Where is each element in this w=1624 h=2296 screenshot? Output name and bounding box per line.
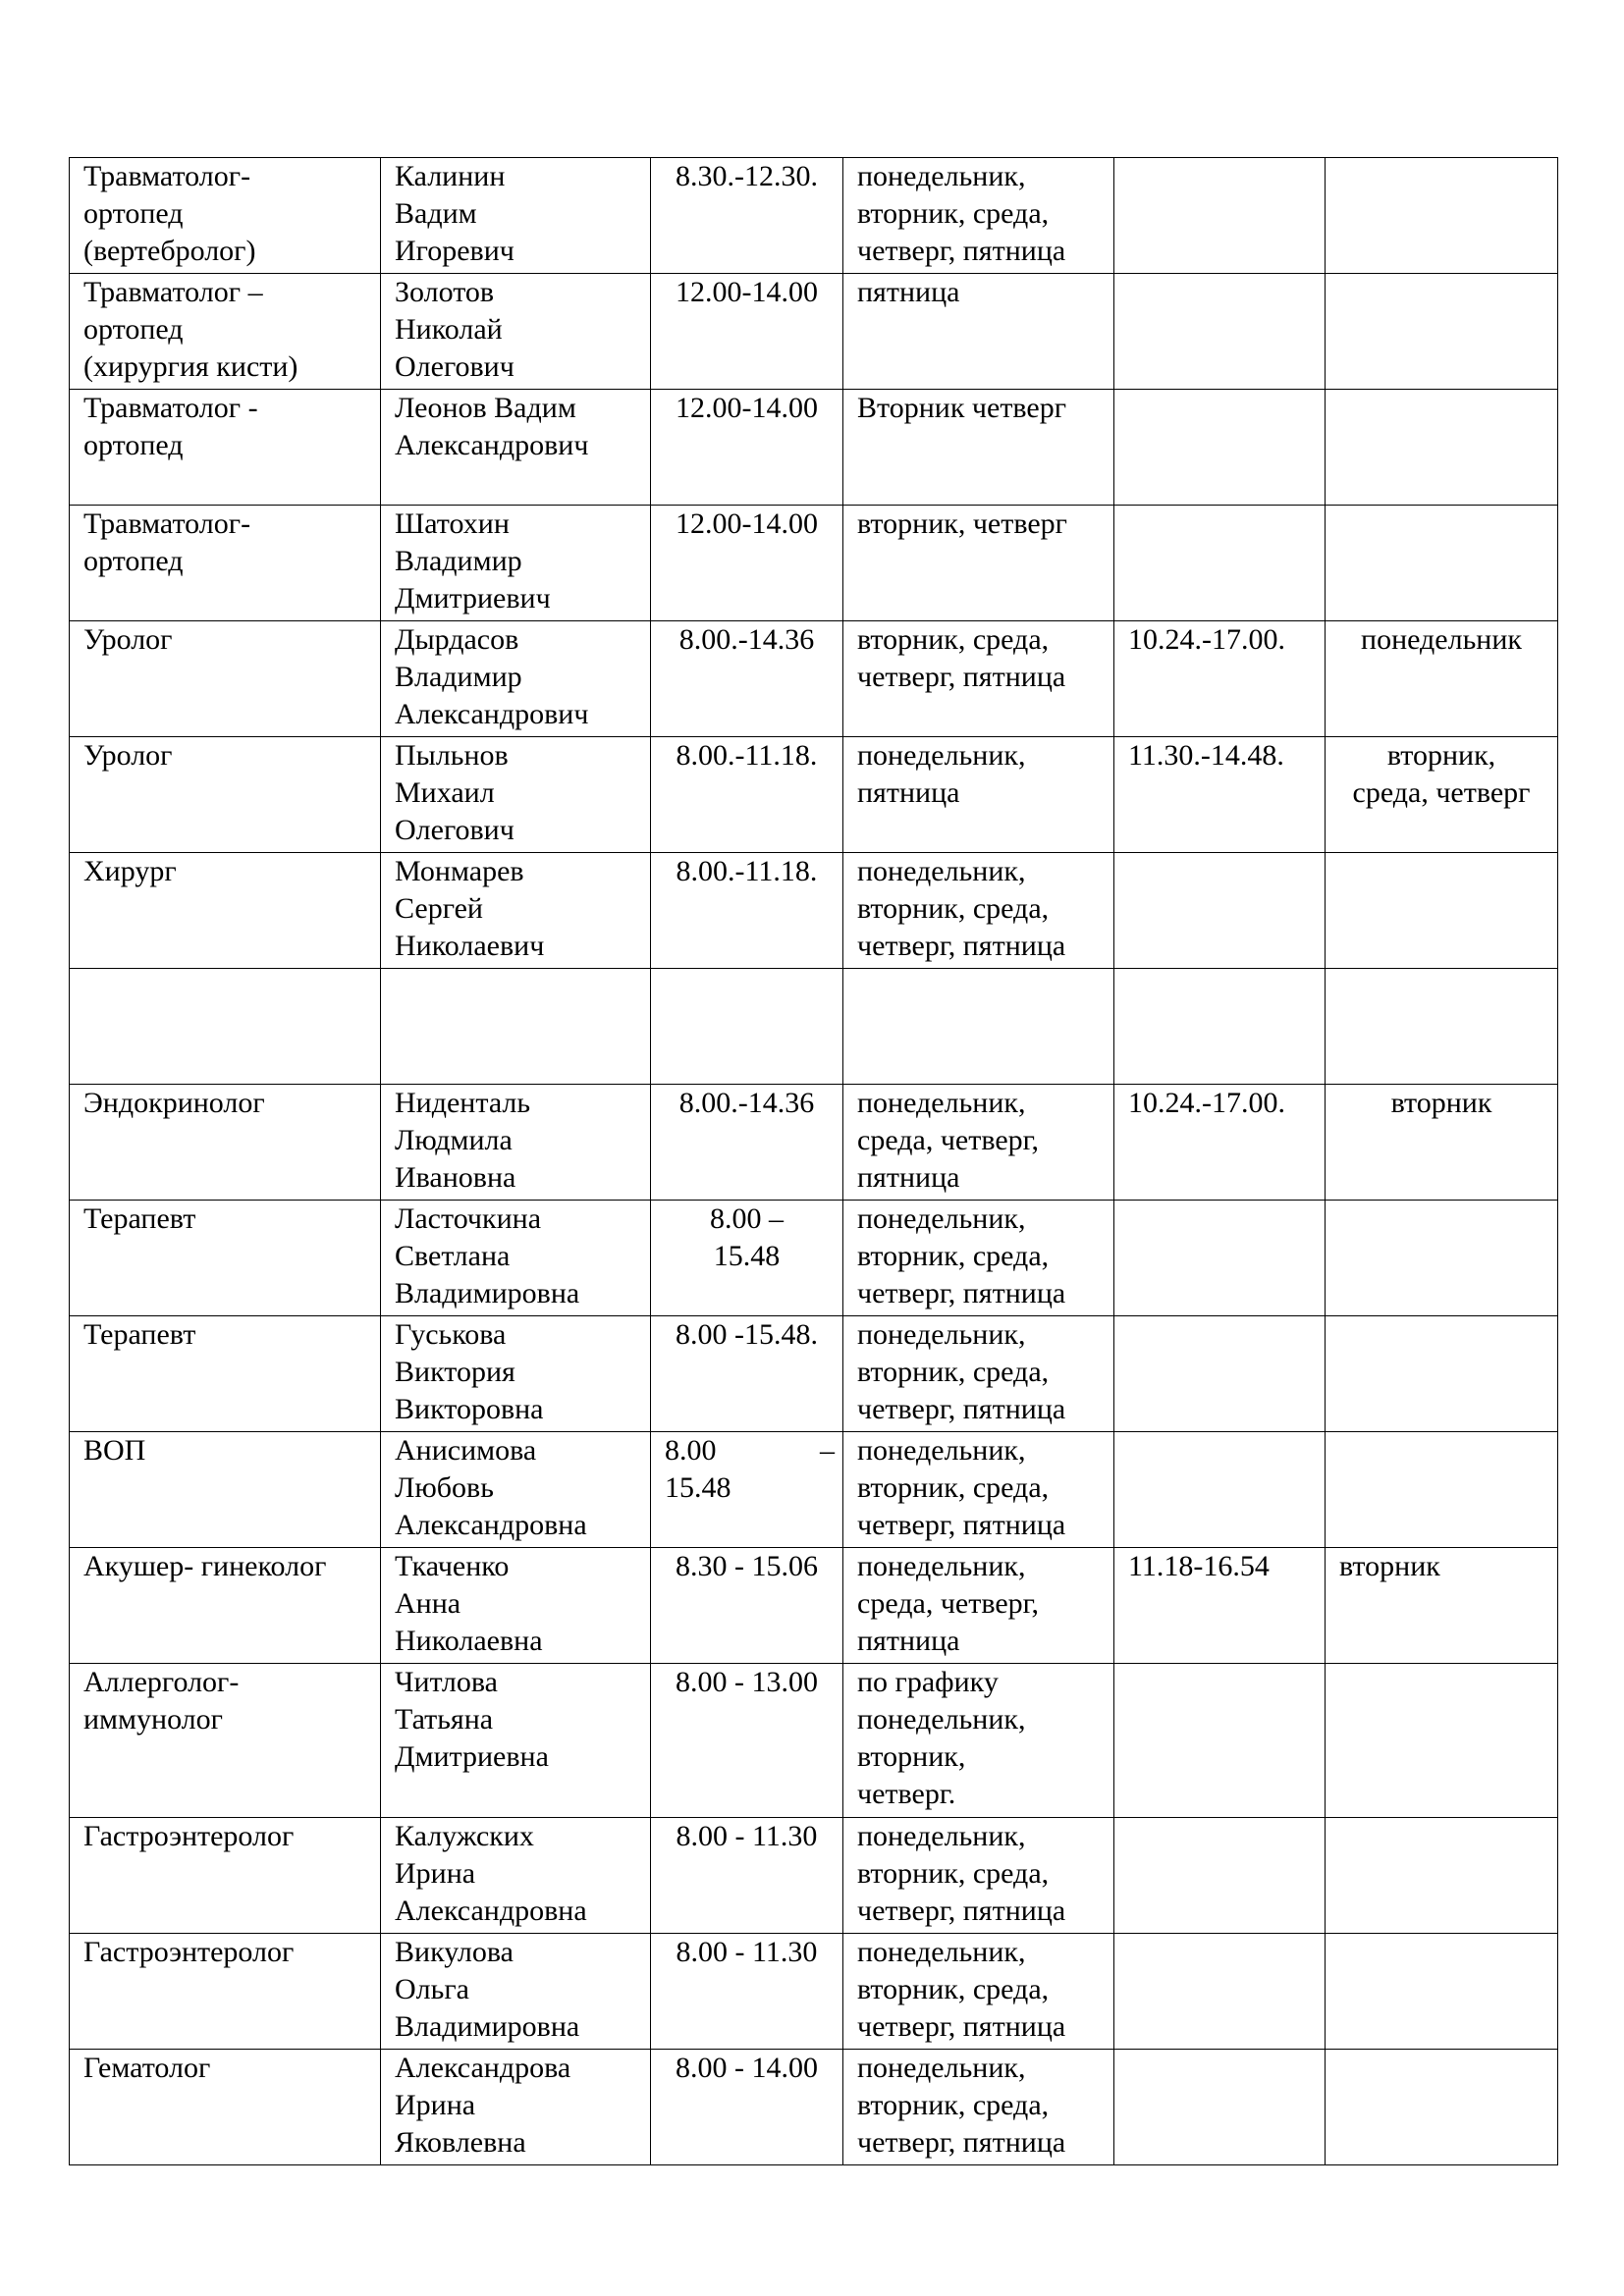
table-row: [70, 390, 1558, 506]
cell-line: 11.18-16.54: [1128, 1550, 1270, 1582]
cell-line: понедельник,: [857, 1936, 1026, 1968]
doctor-cell: [381, 158, 651, 274]
cell-line: Гематолог: [83, 2052, 211, 2084]
time2-cell: [1114, 1085, 1326, 1201]
cell-line: пятница: [857, 776, 960, 809]
table-row: [70, 2050, 1558, 2165]
cell-line: Владимир: [395, 545, 522, 577]
cell-line: вторник, среда,: [857, 2089, 1050, 2121]
cell-line: Травматолог –: [83, 276, 263, 308]
cell-line: ортопед: [83, 197, 184, 230]
cell-line: (хирургия кисти): [83, 350, 298, 383]
time2-cell: [1114, 274, 1326, 390]
time2-cell: [1114, 506, 1326, 621]
cell-line: понедельник,: [857, 1087, 1026, 1119]
cell-line: Травматолог-: [83, 507, 251, 540]
cell-line: понедельник,: [857, 1703, 1026, 1735]
time2-cell: [1114, 1664, 1326, 1818]
time2-cell: [1114, 1201, 1326, 1316]
cell-line: Травматолог-: [83, 160, 251, 192]
table-row: [70, 158, 1558, 274]
cell-line: понедельник,: [857, 1820, 1026, 1852]
cell-line: Людмила: [395, 1124, 513, 1156]
cell-line: вторник,: [857, 1740, 966, 1773]
cell-line: четверг, пятница: [857, 235, 1066, 267]
cell-line: Викулова: [395, 1936, 514, 1968]
cell-line: 10.24.-17.00.: [1128, 1087, 1285, 1119]
doctor-cell: [381, 390, 651, 506]
cell-line: вторник, четверг: [857, 507, 1067, 540]
days2-cell: [1326, 506, 1558, 621]
cell-line: Гуськова: [395, 1318, 507, 1351]
doctor-cell: [381, 1548, 651, 1664]
cell-line: Акушер- гинеколог: [83, 1550, 327, 1582]
time2-cell: [1114, 390, 1326, 506]
cell-line: Вторник четверг: [857, 392, 1067, 424]
days2-cell: [1326, 1316, 1558, 1432]
time-cell: [651, 1085, 843, 1201]
doctor-cell: [381, 1818, 651, 1934]
time2-cell: [1114, 969, 1326, 1085]
days2-cell: [1326, 274, 1558, 390]
table-row: [70, 1818, 1558, 1934]
specialty-cell: [70, 853, 381, 969]
table-row: [70, 274, 1558, 390]
cell-line: четверг, пятница: [857, 2010, 1066, 2043]
cell-line: Ниденталь: [395, 1087, 531, 1119]
cell-line: Александрова: [395, 2052, 571, 2084]
time2-cell: [1114, 621, 1326, 737]
cell-line: вторник, среда,: [857, 1240, 1050, 1272]
cell-line: 8.00.-11.18.: [676, 855, 818, 887]
time-cell: [651, 737, 843, 853]
days-cell: [843, 506, 1114, 621]
time-cell: [651, 1664, 843, 1818]
table-row: [70, 1934, 1558, 2050]
days2-cell: [1326, 158, 1558, 274]
cell-line: по графику: [857, 1666, 999, 1698]
cell-line: Хирург: [83, 855, 177, 887]
cell-line: Пыльнов: [395, 739, 509, 772]
cell-line: Николаевич: [395, 930, 545, 962]
specialty-cell: [70, 1934, 381, 2050]
table-row: [70, 853, 1558, 969]
time2-cell: [1114, 1934, 1326, 2050]
days-cell: [843, 853, 1114, 969]
days-cell: [843, 1934, 1114, 2050]
cell-line: пятница: [857, 276, 960, 308]
cell-line: понедельник,: [857, 1434, 1026, 1467]
specialty-cell: [70, 1818, 381, 1934]
table-row: [70, 1085, 1558, 1201]
cell-line: 12.00-14.00: [676, 392, 818, 424]
time2-cell: [1114, 853, 1326, 969]
cell-line: четверг, пятница: [857, 1509, 1066, 1541]
time2-cell: [1114, 1548, 1326, 1664]
cell-line: Виктория: [395, 1356, 515, 1388]
cell-line: 8.00.-14.36: [678, 623, 815, 656]
time2-cell: [1114, 2050, 1326, 2165]
doctor-cell: [381, 1664, 651, 1818]
cell-line: Ирина: [395, 2089, 476, 2121]
cell-line: понедельник,: [857, 739, 1026, 772]
schedule-table: [69, 157, 1558, 2165]
time-cell: [651, 2050, 843, 2165]
cell-line: Владимировна: [395, 2010, 580, 2043]
time-cell: [651, 390, 843, 506]
cell-line: 15.48: [713, 1240, 781, 1272]
cell-line: Терапевт: [83, 1318, 196, 1351]
cell-line: Александрович: [395, 429, 589, 461]
table-row: [70, 1548, 1558, 1664]
cell-line: Владимировна: [395, 1277, 580, 1309]
doctor-cell: [381, 506, 651, 621]
time2-cell: [1114, 1316, 1326, 1432]
days2-cell: [1326, 1548, 1558, 1664]
cell-line: Олегович: [395, 350, 514, 383]
doctor-cell: [381, 1432, 651, 1548]
days2-cell: [1326, 1818, 1558, 1934]
specialty-cell: [70, 274, 381, 390]
time-cell: [651, 621, 843, 737]
cell-line: 10.24.-17.00.: [1128, 623, 1285, 656]
days-cell: [843, 1085, 1114, 1201]
cell-line: Травматолог -: [83, 392, 258, 424]
days-cell: [843, 1548, 1114, 1664]
days-cell: [843, 1316, 1114, 1432]
days2-cell: [1326, 737, 1558, 853]
cell-line: ВОП: [83, 1434, 146, 1467]
cell-line: 8.00 - 11.30: [676, 1936, 818, 1968]
doctor-cell: [381, 1201, 651, 1316]
cell-line: 8.00: [665, 1434, 717, 1467]
cell-line: вторник, среда,: [857, 1356, 1050, 1388]
cell-line: вторник, среда,: [857, 197, 1050, 230]
cell-line: (вертебролог): [83, 235, 256, 267]
cell-line: Яковлевна: [395, 2126, 526, 2159]
cell-line: понедельник,: [857, 2052, 1026, 2084]
cell-line: понедельник,: [857, 1202, 1026, 1235]
cell-line: Калинин: [395, 160, 506, 192]
days-cell: [843, 969, 1114, 1085]
cell-line: Игоревич: [395, 235, 514, 267]
cell-line: Калужских: [395, 1820, 534, 1852]
cell-line: Гастроэнтеролог: [83, 1936, 295, 1968]
cell-line: Монмарев: [395, 855, 524, 887]
table-row: [70, 1201, 1558, 1316]
doctor-cell: [381, 2050, 651, 2165]
specialty-cell: [70, 1085, 381, 1201]
doctor-cell: [381, 1085, 651, 1201]
days-cell: [843, 1818, 1114, 1934]
days2-cell: [1326, 1085, 1558, 1201]
cell-line: Леонов Вадим: [395, 392, 576, 424]
cell-line: ортопед: [83, 545, 184, 577]
cell-line: 8.00.-11.18.: [676, 739, 818, 772]
cell-line: Александровна: [395, 1895, 587, 1927]
specialty-cell: [70, 737, 381, 853]
time2-cell: [1114, 158, 1326, 274]
cell-line: ортопед: [83, 429, 184, 461]
cell-line: иммунолог: [83, 1703, 223, 1735]
days-cell: [843, 1201, 1114, 1316]
cell-line: Аллерголог-: [83, 1666, 240, 1698]
days2-cell: [1326, 621, 1558, 737]
time-cell: [651, 1548, 843, 1664]
table-row: [70, 1664, 1558, 1818]
cell-line: Золотов: [395, 276, 495, 308]
time-cell: [651, 969, 843, 1085]
time-cell: [651, 506, 843, 621]
specialty-cell: [70, 158, 381, 274]
cell-line: –: [820, 1434, 835, 1467]
cell-line: Эндокринолог: [83, 1087, 265, 1119]
doctor-cell: [381, 274, 651, 390]
days2-cell: [1326, 390, 1558, 506]
cell-line: 8.00 - 13.00: [676, 1666, 818, 1698]
cell-line: 8.30.-12.30.: [676, 160, 818, 192]
cell-line: Вадим: [395, 197, 477, 230]
cell-line: Михаил: [395, 776, 495, 809]
time-cell: [651, 853, 843, 969]
cell-line: четверг, пятница: [857, 1895, 1066, 1927]
cell-line: Дмитриевич: [395, 582, 551, 614]
cell-line: четверг, пятница: [857, 661, 1066, 693]
cell-line: Олегович: [395, 814, 514, 846]
cell-line: понедельник,: [857, 1318, 1026, 1351]
cell-line: четверг, пятница: [857, 2126, 1066, 2159]
specialty-cell: [70, 1548, 381, 1664]
cell-line: вторник: [1390, 1087, 1492, 1119]
cell-line: вторник: [1339, 1550, 1440, 1582]
table-row: [70, 1316, 1558, 1432]
table-row: [70, 1432, 1558, 1548]
specialty-cell: [70, 2050, 381, 2165]
doctor-cell: [381, 1316, 651, 1432]
specialty-cell: [70, 1316, 381, 1432]
doctor-cell: [381, 621, 651, 737]
cell-line: вторник, среда,: [857, 1471, 1050, 1504]
time2-cell: [1114, 737, 1326, 853]
cell-line: Владимир: [395, 661, 522, 693]
cell-line: понедельник,: [857, 160, 1026, 192]
cell-line: Николай: [395, 313, 503, 346]
specialty-cell: [70, 390, 381, 506]
cell-line: среда, четверг: [1352, 776, 1531, 809]
days2-cell: [1326, 1664, 1558, 1818]
schedule-body: [70, 158, 1558, 2165]
time2-cell: [1114, 1818, 1326, 1934]
cell-line: понедельник,: [857, 1550, 1026, 1582]
cell-line: Александровна: [395, 1509, 587, 1541]
cell-line: Шатохин: [395, 507, 510, 540]
cell-line: Дырдасов: [395, 623, 519, 656]
cell-line: вторник, среда,: [857, 623, 1050, 656]
days-cell: [843, 621, 1114, 737]
cell-line: четверг, пятница: [857, 1277, 1066, 1309]
days-cell: [843, 2050, 1114, 2165]
table-row: [70, 737, 1558, 853]
cell-line: четверг, пятница: [857, 1393, 1066, 1425]
days-cell: [843, 1664, 1114, 1818]
time-cell: [651, 1201, 843, 1316]
cell-line: 11.30.-14.48.: [1128, 739, 1284, 772]
cell-line: Терапевт: [83, 1202, 196, 1235]
cell-line: Уролог: [83, 623, 173, 656]
days2-cell: [1326, 1201, 1558, 1316]
cell-line: 8.00.-14.36: [678, 1087, 815, 1119]
time-cell: [651, 1818, 843, 1934]
cell-line: Анна: [395, 1587, 461, 1620]
days2-cell: [1326, 969, 1558, 1085]
time-cell: [651, 158, 843, 274]
time2-cell: [1114, 1432, 1326, 1548]
days-cell: [843, 158, 1114, 274]
cell-line: понедельник: [1361, 623, 1522, 656]
doctor-cell: [381, 969, 651, 1085]
cell-line: вторник, среда,: [857, 892, 1050, 925]
cell-line: вторник, среда,: [857, 1973, 1050, 2005]
cell-line: Дмитриевна: [395, 1740, 549, 1773]
cell-line: 15.48: [665, 1471, 731, 1504]
cell-line: четверг.: [857, 1778, 956, 1810]
time-cell: [651, 1316, 843, 1432]
cell-line: Гастроэнтеролог: [83, 1820, 295, 1852]
specialty-cell: [70, 1664, 381, 1818]
doctor-cell: [381, 1934, 651, 2050]
doctor-cell: [381, 853, 651, 969]
specialty-cell: [70, 621, 381, 737]
cell-line: Сергей: [395, 892, 483, 925]
cell-line: 8.30 - 15.06: [676, 1550, 818, 1582]
cell-line: 12.00-14.00: [676, 507, 818, 540]
cell-line: Анисимова: [395, 1434, 537, 1467]
cell-line: Ирина: [395, 1857, 476, 1890]
cell-line: вторник, среда,: [857, 1857, 1050, 1890]
cell-line: Ивановна: [395, 1161, 516, 1194]
table-row: [70, 621, 1558, 737]
specialty-cell: [70, 506, 381, 621]
cell-line: 12.00-14.00: [676, 276, 818, 308]
cell-line: Александрович: [395, 698, 589, 730]
days2-cell: [1326, 853, 1558, 969]
table-row: [70, 506, 1558, 621]
cell-line: Ольга: [395, 1973, 469, 2005]
days2-cell: [1326, 1432, 1558, 1548]
days2-cell: [1326, 2050, 1558, 2165]
cell-line: среда, четверг,: [857, 1124, 1040, 1156]
cell-line: Светлана: [395, 1240, 511, 1272]
specialty-cell: [70, 969, 381, 1085]
cell-line: пятница: [857, 1625, 960, 1657]
specialty-cell: [70, 1432, 381, 1548]
days-cell: [843, 1432, 1114, 1548]
cell-line: Татьяна: [395, 1703, 494, 1735]
cell-line: четверг, пятница: [857, 930, 1066, 962]
cell-line: 8.00 –: [710, 1202, 784, 1235]
specialty-cell: [70, 1201, 381, 1316]
days2-cell: [1326, 1934, 1558, 2050]
days-cell: [843, 274, 1114, 390]
table-row: [70, 969, 1558, 1085]
cell-line: Читлова: [395, 1666, 498, 1698]
days-cell: [843, 737, 1114, 853]
cell-line: ортопед: [83, 313, 184, 346]
time-cell: [651, 274, 843, 390]
cell-line: понедельник,: [857, 855, 1026, 887]
cell-line: пятница: [857, 1161, 960, 1194]
cell-line: 8.00 - 14.00: [676, 2052, 818, 2084]
cell-line: Ткаченко: [395, 1550, 510, 1582]
time-cell: [651, 1934, 843, 2050]
cell-line: Николаевна: [395, 1625, 543, 1657]
cell-line: вторник,: [1386, 739, 1496, 772]
days-cell: [843, 390, 1114, 506]
time-cell: [651, 1432, 843, 1548]
cell-line: Уролог: [83, 739, 173, 772]
cell-line: Ласточкина: [395, 1202, 542, 1235]
cell-line: среда, четверг,: [857, 1587, 1040, 1620]
cell-line: 8.00 -15.48.: [676, 1318, 818, 1351]
cell-line: 8.00 - 11.30: [676, 1820, 818, 1852]
doctor-cell: [381, 737, 651, 853]
cell-line: Викторовна: [395, 1393, 544, 1425]
cell-line: Любовь: [395, 1471, 494, 1504]
